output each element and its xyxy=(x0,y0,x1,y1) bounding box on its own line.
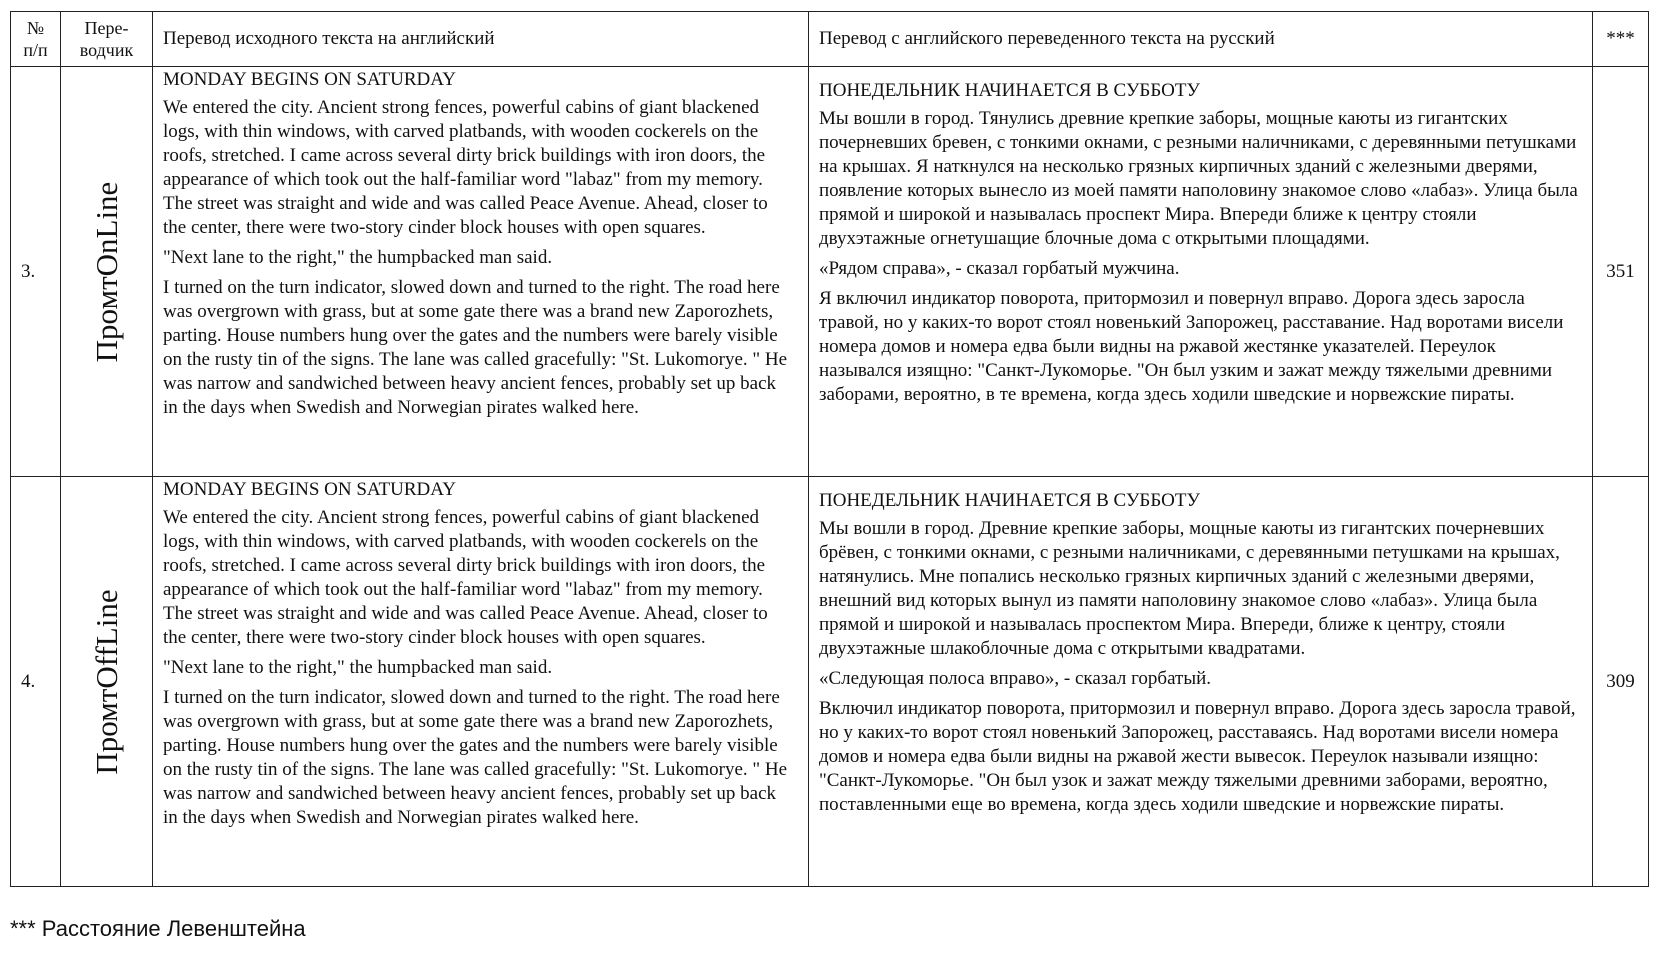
english-title: MONDAY BEGINS ON SATURDAY xyxy=(163,479,456,500)
levenshtein-distance: 309 xyxy=(1593,477,1649,887)
header-distance: *** xyxy=(1593,12,1649,67)
russian-translation xyxy=(809,67,1593,477)
english-paragraph: "Next lane to the right," the humpbacked man said. xyxy=(163,247,553,268)
english-title: MONDAY BEGINS ON SATURDAY xyxy=(163,69,456,90)
russian-paragraph: «Рядом справа», - сказал горбатый мужчина. xyxy=(819,258,1180,279)
russian-paragraph: «Следующая полоса вправо», - сказал горбатый. xyxy=(819,668,1212,689)
english-paragraph: I turned on the turn indicator, slowed down and turned to the right. The road here was overgrown with grass, but at some gate there was a brand new Zaporozhets, parting. House numbers hung over the gates and the numbers were barely visible on the rusty tin of the signs. The lane was called gracefully: "St. Lukomorye. " He was narrow and sandwiched between heavy ancient fences, probably set up back in the days when Swedish and Norwegian pirates walked here. xyxy=(163,687,788,828)
comparison-table xyxy=(10,11,1649,887)
table-row xyxy=(11,477,1649,887)
russian-paragraph: Мы вошли в город. Древние крепкие заборы, мощные каюты из гигантских почерневших брёвен, с тонкими окнами, с резными наличниками, с деревянными петушками на крышах, натянулись. Мне попались несколько грязных кирпичных зданий с железными дверями, внешний вид которых вынул из памяти наполовину знакомое слово «лабаз». Улица была прямой и широкой и называлась проспектом Мира. Впереди, ближе к центру, стояли двухэтажные шлакоблочные дома с открытыми квадратами. xyxy=(819,518,1560,659)
header-row xyxy=(11,12,1649,67)
header-english: Перевод исходного текста на английский xyxy=(153,12,809,67)
row-number: 4. xyxy=(11,477,61,887)
russian-paragraph: Мы вошли в город. Тянулись древние крепкие заборы, мощные каюты из гигантских почерневших бревен, с тонкими окнами, с резными наличниками, с деревянными петушками на крышах. Я наткнулся на несколько грязных кирпичных зданий с железными дверями, появление которых вынесло из моей памяти наполовину знакомое слово «лабаз». Улица была прямой и широкой и называлась проспект Мира. Впереди ближе к центру стояли двухэтажные огнетушащие блочные дома с открытыми площадями. xyxy=(819,108,1578,249)
russian-paragraph: Включил индикатор поворота, притормозил и повернул вправо. Дорога здесь заросла травой, но у каких-то ворот стоял новенький Запорожец, расставаясь. Над воротами висели номера домов и номера едва были видны на ржавой жести вывесок. Переулок называли изящно: "Санкт-Лукоморье. "Он был узок и зажат между тяжелыми древними заборами, вероятно, поставленными еще во времена, когда здесь ходили шведские и норвежские пираты. xyxy=(819,698,1576,815)
english-translation xyxy=(153,477,809,887)
english-paragraph: We entered the city. Ancient strong fences, powerful cabins of giant blackened logs, with thin windows, with carved platbands, with wooden cockerels on the roofs, stretched. I came across several dirty brick buildings with iron doors, the appearance of which took out the half-familiar word "labaz" from my memory. The street was straight and wide and was called Peace Avenue. Ahead, closer to the center, there were two-story cinder block houses with open squares. xyxy=(163,97,768,238)
table-row xyxy=(11,67,1649,477)
footnote: *** Расстояние Левенштейна xyxy=(10,916,306,941)
russian-translation xyxy=(809,477,1593,887)
russian-title: ПОНЕДЕЛЬНИК НАЧИНАЕТСЯ В СУББОТУ xyxy=(819,80,1200,101)
english-translation xyxy=(153,67,809,477)
english-paragraph: "Next lane to the right," the humpbacked man said. xyxy=(163,657,553,678)
russian-title: ПОНЕДЕЛЬНИК НАЧИНАЕТСЯ В СУББОТУ xyxy=(819,490,1200,511)
translator-name: ПромтOnLine xyxy=(61,67,153,477)
header-num: № п/п xyxy=(11,12,61,67)
header-translator: Пере- водчик xyxy=(61,12,153,67)
english-paragraph: We entered the city. Ancient strong fences, powerful cabins of giant blackened logs, with thin windows, with carved platbands, with wooden cockerels on the roofs, stretched. I came across several dirty brick buildings with iron doors, the appearance of which took out the half-familiar word "labaz" from my memory. The street was straight and wide and was called Peace Avenue. Ahead, closer to the center, there were two-story cinder block houses with open squares. xyxy=(163,507,768,648)
levenshtein-distance: 351 xyxy=(1593,67,1649,477)
header-russian: Перевод с английского переведенного текста на русский xyxy=(809,12,1593,67)
russian-paragraph: Я включил индикатор поворота, притормозил и повернул вправо. Дорога здесь заросла травой, но у каких-то ворот стоял новенький Запорожец, расставание. Над воротами висели номера домов и номера едва были видны на ржавой жестянке указателей. Переулок назывался изящно: "Санкт-Лукоморье. "Он был узким и зажат между тяжелыми древними заборами, вероятно, в те времена, когда здесь ходили шведские и норвежские пираты. xyxy=(819,288,1564,405)
english-paragraph: I turned on the turn indicator, slowed down and turned to the right. The road here was overgrown with grass, but at some gate there was a brand new Zaporozhets, parting. House numbers hung over the gates and the numbers were barely visible on the rusty tin of the signs. The lane was called gracefully: "St. Lukomorye. " He was narrow and sandwiched between heavy ancient fences, probably set up back in the days when Swedish and Norwegian pirates walked here. xyxy=(163,277,788,418)
row-number: 3. xyxy=(11,67,61,477)
translator-name: ПромтOffLine xyxy=(61,477,153,887)
